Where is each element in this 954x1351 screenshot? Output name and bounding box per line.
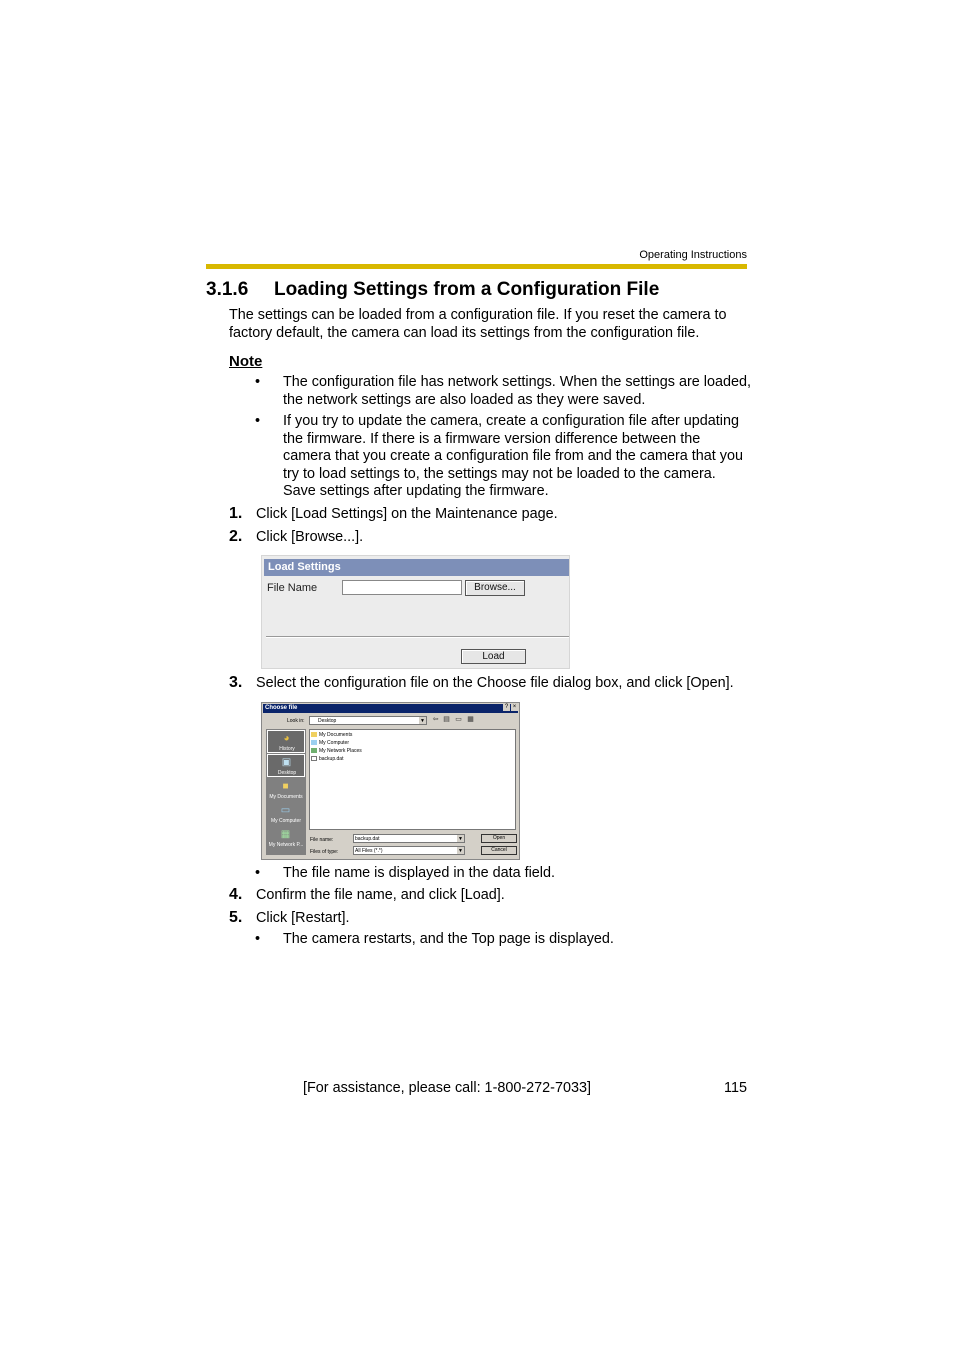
step-4-text: Confirm the file name, and click [Load].: [256, 887, 505, 903]
step-3-bullet: The file name is displayed in the data field.: [283, 865, 555, 881]
look-in-label: Look in:: [287, 718, 305, 724]
dialog-file-name-label: File name:: [310, 837, 334, 843]
places-bar: [266, 729, 306, 855]
file-item-label: My Documents: [319, 732, 353, 738]
section-number: 3.1.6: [206, 279, 249, 300]
place-my-documents[interactable]: [267, 779, 305, 802]
file-name-input[interactable]: [342, 580, 462, 595]
place-my-network[interactable]: [267, 827, 305, 850]
place-history[interactable]: [267, 730, 305, 753]
close-icon[interactable]: ×: [512, 704, 517, 710]
step-3-text: Select the configuration file on the Choose file dialog box, and click [Open].: [256, 675, 734, 691]
computer-icon: [311, 740, 317, 745]
place-label: History: [279, 746, 295, 752]
bullet-marker: •: [255, 865, 261, 881]
file-type-select[interactable]: [353, 846, 465, 855]
network-icon: [311, 748, 317, 753]
load-settings-panel: [261, 555, 570, 669]
place-desktop[interactable]: [267, 754, 305, 777]
section-title: [206, 279, 659, 301]
place-my-computer[interactable]: [267, 803, 305, 826]
browse-button[interactable]: Browse...: [465, 580, 525, 596]
look-in-select[interactable]: [309, 716, 427, 725]
history-icon: ◕: [283, 733, 290, 744]
dialog-file-name-input[interactable]: [353, 834, 465, 843]
bullet-marker: •: [255, 413, 261, 429]
step-5-text: Click [Restart].: [256, 910, 350, 926]
step-1-text: Click [Load Settings] on the Maintenance page.: [256, 506, 558, 522]
file-icon: [311, 756, 317, 761]
step-5-number: 5.: [229, 909, 243, 926]
computer-icon: ▭: [280, 805, 291, 816]
place-label: My Computer: [270, 818, 301, 824]
folder-icon: ■: [282, 781, 289, 792]
chevron-down-icon: ▼: [458, 848, 463, 854]
bullet-marker: •: [255, 374, 261, 390]
note-heading: Note: [229, 353, 263, 370]
file-type-label: Files of type:: [310, 849, 339, 855]
desktop-icon: ▣: [281, 757, 292, 768]
step-3-number: 3.: [229, 674, 243, 691]
help-icon[interactable]: ?: [504, 704, 509, 710]
dialog-title: Choose file: [263, 704, 518, 713]
section-title-text: Loading Settings from a Configuration File: [274, 279, 660, 300]
load-button[interactable]: Load: [461, 649, 526, 664]
place-label: My Network P...: [268, 842, 304, 848]
file-type-value: All Files (*.*): [355, 848, 383, 854]
step-2-text: Click [Browse...].: [256, 529, 364, 545]
step-1-number: 1.: [229, 505, 243, 522]
bullet-marker: •: [255, 931, 261, 947]
step-5-bullet: The camera restarts, and the Top page is displayed.: [283, 931, 614, 947]
file-name-label: File Name: [267, 582, 318, 594]
up-folder-icon[interactable]: ▤: [443, 716, 450, 723]
load-settings-title: Load Settings: [264, 559, 569, 576]
chevron-down-icon: ▼: [420, 718, 425, 724]
intro-paragraph: The settings can be loaded from a configuration file. If you reset the camera to factory default, the camera can load its settings from the configuration file.: [229, 307, 727, 341]
file-item-label: My Network Places: [319, 748, 362, 754]
header-rule: [206, 264, 747, 269]
page-number: 115: [724, 1080, 747, 1096]
chevron-down-icon: ▼: [458, 836, 463, 842]
header-label: Operating Instructions: [639, 249, 747, 261]
new-folder-icon[interactable]: ▭: [455, 716, 462, 723]
list-item[interactable]: [311, 748, 362, 754]
open-button[interactable]: Open: [481, 834, 517, 843]
place-label: My Documents: [269, 794, 303, 800]
look-in-value: Desktop: [318, 718, 337, 724]
note-bullet-1: The configuration file has network settings. When the settings are loaded, the network settings are also loaded as they were saved.: [283, 374, 751, 408]
note-bullet-2: If you try to update the camera, create a configuration file after updating the firmware. If there is a firmware version difference between the camera that you create a configuration file from and the camera that you try to load settings to, the settings may not be loaded to the camera. Save settings after updating the firmware.: [283, 413, 743, 500]
back-arrow-icon[interactable]: ⇦: [432, 716, 439, 723]
dialog-file-name-value: backup.dat: [355, 836, 380, 842]
network-icon: ▦: [280, 829, 291, 840]
step-4-number: 4.: [229, 886, 243, 903]
list-item[interactable]: [311, 756, 343, 762]
footer-assistance: [For assistance, please call: 1-800-272-7033]: [303, 1080, 591, 1096]
list-item[interactable]: [311, 732, 352, 738]
step-2-number: 2.: [229, 528, 243, 545]
folder-icon: [311, 732, 317, 737]
file-item-label: backup.dat: [319, 756, 344, 762]
view-menu-icon[interactable]: ▦: [467, 716, 474, 723]
file-item-label: My Computer: [319, 740, 350, 746]
list-item[interactable]: [311, 740, 349, 746]
file-list: [309, 729, 516, 830]
panel-divider: [266, 636, 569, 638]
place-label: Desktop: [277, 770, 297, 776]
choose-file-dialog: [261, 702, 520, 860]
cancel-button[interactable]: Cancel: [481, 846, 517, 855]
